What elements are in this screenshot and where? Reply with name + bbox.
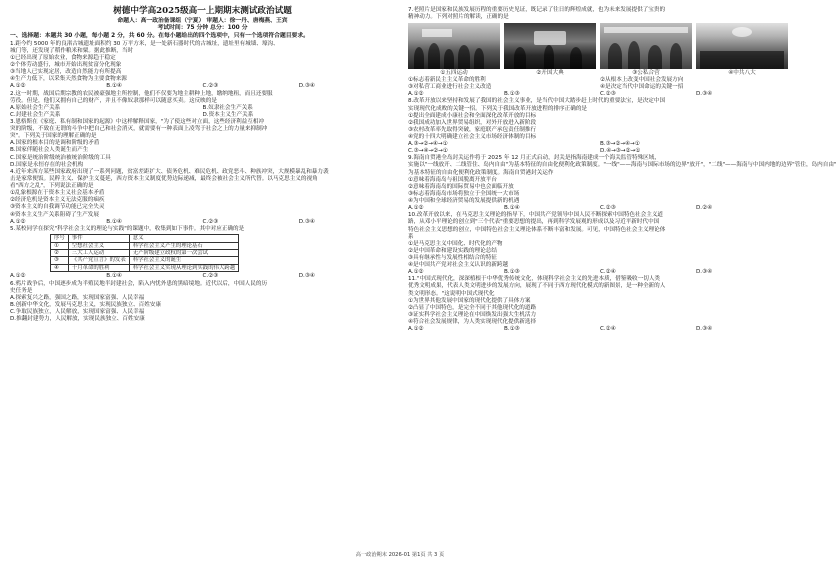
option: A.原始社会生产关系 bbox=[10, 104, 61, 111]
statement: ①标志着新民主主义革命的胜利 bbox=[408, 76, 486, 83]
q7-line: 精神动力。下列对照片的解读，正确的是 bbox=[408, 13, 509, 20]
statement: ④是决定当代中国命运的关键一招 bbox=[600, 83, 684, 90]
q6-line: 史任务是 bbox=[10, 287, 33, 294]
photo-may-fourth bbox=[408, 23, 500, 69]
q6-line: 6.鸦片战争后，中国逐步成为半殖民地半封建社会，陷入内忧外患的黑暗境地。近代以后，中国人民的历 bbox=[10, 280, 268, 287]
option: A.①② bbox=[10, 82, 26, 89]
left-column bbox=[10, 6, 395, 323]
photo-eighth-congress bbox=[696, 23, 788, 69]
q7-photos bbox=[408, 23, 792, 69]
options-row bbox=[10, 83, 395, 90]
table-cell: ① bbox=[51, 242, 69, 249]
table-cell: ② bbox=[51, 250, 69, 257]
option: C.②④ bbox=[600, 268, 616, 275]
option: C.②③ bbox=[202, 82, 219, 89]
question-line: 1.距今约 5000 年的良渚古城遗址面积约 30 万平方米，是一处新石器时代的古城址，遗址里有城墙、壕沟、 bbox=[10, 40, 279, 47]
table-cell: 十月革命的胜利 bbox=[68, 264, 129, 271]
question-line: ②个体劳动盛行，城市开始出现贫富分化现象 bbox=[10, 61, 122, 68]
q11-item: ①为世界其他发展中国家的现代化提供了具体方案 bbox=[408, 297, 531, 304]
option: A.③→②→④→① bbox=[408, 140, 448, 147]
table-row bbox=[51, 257, 239, 264]
question-line: ④生产力低下，以采集天然食物为主要食物来源 bbox=[10, 75, 127, 82]
question-line: 击是家常便饭。民粹主义、保护主义蔓延，西方资本主义制度优势边际递减，最终会被社会主义所代替。以马克思主义的视角 bbox=[10, 176, 318, 183]
right-column bbox=[408, 6, 836, 333]
option: D.资本主义生产关系 bbox=[202, 111, 254, 118]
q9-line: 实施以"一线放开、二线管住、岛内自由"为基本特征的自由化便利化政策制度。"一线"——海南与国际市场的边界"放开"，"二线"——海南与中国内地的边界"管住，岛内自由" bbox=[408, 162, 836, 169]
option: A.探索复兴之路，强国之路，实现国家富强、人民幸福 bbox=[10, 295, 145, 301]
table-cell: 空想社会主义 bbox=[68, 242, 129, 249]
option: A.①② bbox=[10, 218, 26, 225]
q8-item: ①提出全面建成小康社会和全面深化改革开放的目标 bbox=[408, 112, 537, 119]
q10-item: ③具有继承性与发展性相结合的特征 bbox=[408, 254, 497, 261]
q11-line: 优秀文明成果，代表人类文明进步的发展方向，展现了不同于西方现代化模式的新图景，是一种全新的人 bbox=[408, 283, 666, 290]
option: B.①④ bbox=[106, 273, 122, 280]
option: D.④→③→②→① bbox=[600, 147, 641, 154]
option: A.①② bbox=[408, 268, 424, 275]
table-header: 事件 bbox=[68, 235, 129, 242]
question-line: C.国家是统治阶级统治被统治阶级的工具 bbox=[10, 154, 111, 161]
option: C.争取民族独立，人民解放，实现国家富强、人民幸福 bbox=[10, 309, 145, 316]
q8-item: ③农村改革率先取得突破，家庭联产承包责任制推行 bbox=[408, 126, 537, 133]
q8-item: ④党的十四大明确建立社会主义市场经济体制的目标 bbox=[408, 133, 537, 140]
q9-item: ②意味着海南岛的国际贸易中也会面临开放 bbox=[408, 183, 514, 190]
q10-line: 10.改革开放以来，在马克思主义理论的指导下，中国共产党领导中国人民不断探索中国特色社会主义道 bbox=[408, 212, 664, 219]
question-line: A.国家的根本目的是调和阶级的矛盾 bbox=[10, 140, 100, 147]
table-header: 意义 bbox=[129, 235, 238, 242]
option: C.②③ bbox=[202, 273, 219, 280]
photo-caption: ②开国大典 bbox=[536, 69, 564, 76]
question-line: B.国家伴随社会人类诞生而产生 bbox=[10, 147, 89, 154]
photo-captions bbox=[408, 70, 792, 77]
q10-item: ①是马克思主义中国化、时代化的产物 bbox=[408, 240, 503, 247]
q10-line: 系 bbox=[408, 233, 414, 240]
option: A.①② bbox=[408, 90, 424, 97]
q5-stem: 5.某校同学在探究"科学社会主义的理论与实践"的课题中，收集到如下事件。其中对应正确的是 bbox=[10, 226, 245, 233]
question-3 bbox=[10, 119, 395, 168]
question-line: 突"。下列关于国家的理解正确的是 bbox=[10, 133, 97, 140]
option: B.①④ bbox=[504, 204, 520, 211]
option: D.③④ bbox=[696, 268, 713, 275]
question-2 bbox=[10, 91, 395, 119]
options-row bbox=[10, 219, 395, 226]
question-line: D.国家是永恒存在的社会机构 bbox=[10, 161, 84, 168]
q9-line: 为基本特征的自由化便利化政策制度。海南自贸港封关运作 bbox=[408, 169, 554, 176]
exam-meta: 考试时间：75 分钟 总分：100 分 bbox=[157, 25, 248, 31]
question-line: ①乱象根源在于资本主义社会基本矛盾 bbox=[10, 190, 105, 197]
option: C.②③ bbox=[600, 90, 616, 97]
option: D.③④ bbox=[298, 82, 315, 89]
q7-line: 7.老照片是国家和民族发展历程的重要历史见证，既记录了往日的辉煌成就，也为未来发展提供了宝贵的 bbox=[408, 6, 666, 13]
q5-table bbox=[50, 234, 239, 272]
q9-item: ④为中国和全球经济贸易的发展提供新的机遇 bbox=[408, 197, 520, 204]
question-1 bbox=[10, 41, 395, 90]
question-line: 2.这一时期，战国后期宗教的农民被豪强地主所控制，他们不仅要为地主耕种上地，缴纳地租，而且还要服 bbox=[10, 90, 273, 97]
q10-item: ④是中国共产党对社会主义认识的新跨越 bbox=[408, 261, 509, 268]
option: D.③④ bbox=[298, 218, 315, 225]
option: C.②④ bbox=[600, 325, 616, 332]
option: B.③→②→④→① bbox=[600, 140, 640, 147]
option: B.奴隶社会生产关系 bbox=[202, 104, 253, 111]
option: B.①③ bbox=[504, 268, 520, 275]
photo-joint-ownership bbox=[600, 23, 692, 69]
question-line: 4.近年来西方某些国家政府出现了一系列问题，贫富差距扩大、债务危机、难民危机、政党恶斗、种族冲突，大规模暴乱和暴力袭 bbox=[10, 169, 329, 176]
question-line: ③当地人已实现定居，改造自然能力有所提高 bbox=[10, 68, 122, 75]
q8-line: 8.改革开放以来坚持和发展了我国的社会主义事业，是当代中国大踏步赶上时代的重要法宝，是决定中国 bbox=[408, 98, 666, 105]
photo-caption: ①五四运动 bbox=[440, 69, 468, 76]
statement: ③对私营工商业进行社会主义改造 bbox=[408, 83, 492, 90]
q11-item: ③证实科学社会主义理论在中国焕发出强大生机活力 bbox=[408, 311, 537, 318]
q11-item: ②凸显了中国特色，是完全不同于其他现代化的道路 bbox=[408, 304, 537, 311]
option: B.①④ bbox=[106, 82, 122, 89]
option: B.①③ bbox=[504, 90, 520, 97]
option: D.③④ bbox=[696, 90, 713, 97]
option: A.①② bbox=[10, 273, 26, 280]
question-line: ④资本主义生产关系阻碍了生产发展 bbox=[10, 211, 99, 218]
q9-item: ①意味着海南岛与祖国脱离开放平台 bbox=[408, 176, 497, 183]
q9-options bbox=[408, 205, 792, 212]
q11 bbox=[408, 276, 792, 332]
q8-options bbox=[408, 141, 792, 155]
exam-title: 树德中学高2025级高一上期期末测试政治试题 bbox=[113, 6, 292, 16]
exam-authors: 命题人：高一政治备课组（宁夏） 审题人：徐一丹、唐梅燕、王宾 bbox=[117, 18, 288, 24]
question-line: ③资本主义的自我调节功能已完全失灵 bbox=[10, 204, 105, 211]
question-line: ①已经出现了原始农业，食物来源趋于稳定 bbox=[10, 54, 116, 61]
table-cell: 《共产党宣言》的发表 bbox=[68, 257, 129, 264]
q5-options bbox=[10, 273, 395, 280]
option: A.①② bbox=[408, 204, 424, 211]
page-footer: 高一政治期末 2026-01 第1页 共 3 页 bbox=[355, 552, 445, 558]
photo-caption: ③公私合营 bbox=[632, 69, 660, 76]
option: C.封建社会生产关系 bbox=[10, 111, 61, 118]
section-heading: 一、选择题：本题共 30 小题，每小题 2 分，共 60 分。在每小题给出的四个选项中，只有一个选项符合题目要求。 bbox=[10, 33, 309, 39]
table-cell: ③ bbox=[51, 257, 69, 264]
q10-options bbox=[408, 269, 792, 276]
q7-options bbox=[408, 91, 792, 98]
option: C.③→④→②→① bbox=[408, 147, 448, 154]
question-line: 劳役。但是，他们又拥有自己的财产，并且不像奴隶那样可以随意买卖。这反映的是 bbox=[10, 97, 217, 104]
statement: ②从根本上改变中国社会发展方向 bbox=[600, 76, 684, 83]
q9-item: ③标志着海南岛市场将独立于全国统一大市场 bbox=[408, 190, 520, 197]
question-4 bbox=[10, 169, 395, 225]
q10-item: ②是中国革命和建设实践的理论总结 bbox=[408, 247, 497, 254]
option: D.③④ bbox=[696, 325, 713, 332]
table-cell: ④ bbox=[51, 264, 69, 271]
q11-line: 类文明形态。"这说明中国式现代化 bbox=[408, 290, 495, 297]
table-row bbox=[51, 242, 239, 249]
q8-line: 实现现代化成败的关键一招。下列关于我国改革开放进程的排序正确的是 bbox=[408, 105, 588, 112]
table-header: 序号 bbox=[51, 235, 69, 242]
q10-line: 路，从邓小平理论的创立到"三个代表"重要思想的提出，再到科学发展观的形成以及习近平新时代中国 bbox=[408, 219, 660, 226]
q11-line: 11."中国式现代化，深深植根于中华优秀传统文化，体现科学社会主义的先进本质，借鉴吸收一切人类 bbox=[408, 276, 661, 283]
option: C.②③ bbox=[202, 218, 219, 225]
q10 bbox=[408, 212, 792, 275]
photo-founding-ceremony bbox=[504, 23, 596, 69]
question-line: 城门等，还发现了稻作粮米和粟。据此推断，当时 bbox=[10, 47, 134, 54]
q9-line: 9.海南自贸港全岛封关运作将于 2025 年 12 月正式启动，封关是指海南建成一个海关监管特殊区域， bbox=[408, 155, 660, 162]
table-cell: 科学社会主义实现从理论到实践的伟大跨越 bbox=[129, 264, 238, 271]
table-row bbox=[51, 250, 239, 257]
q6 bbox=[10, 281, 395, 323]
question-line: 看"西方之乱"，下列说法正确的是 bbox=[10, 183, 94, 190]
option: D.推翻封建势力，人民解放，实现民族独立、百姓安康 bbox=[10, 316, 145, 323]
table-cell: 三大工人运动 bbox=[68, 250, 129, 257]
q7-statements bbox=[408, 77, 792, 91]
left-questions bbox=[10, 41, 395, 226]
options-row bbox=[10, 105, 395, 119]
option: D.③④ bbox=[298, 273, 315, 280]
table-row bbox=[51, 264, 239, 271]
question-line: 突的阶级，不致在无谓的斗争中把自己和社会消灭，就需要有一种表面上凌驾于社会之上的力量来抑制冲 bbox=[10, 126, 268, 133]
q11-options bbox=[408, 326, 792, 333]
option: D.②④ bbox=[696, 204, 713, 211]
option: C.②③ bbox=[600, 204, 616, 211]
q10-line: 特色社会主义思想的创立，中国特色社会主义理论体系不断丰富和发展。可见，中国特色社会主义理论体 bbox=[408, 226, 666, 233]
table-cell: 无产阶级建立政权的第一次尝试 bbox=[129, 250, 238, 257]
question-line: ②经济危机是资本主义无法克服的痼疾 bbox=[10, 197, 105, 204]
photo-caption: ④中共八大 bbox=[728, 69, 756, 76]
option: B.①③ bbox=[504, 325, 520, 332]
option: A.①② bbox=[408, 325, 424, 332]
option: B.创新中华文化，发展马克思主义，实现民族独立、百姓安康 bbox=[10, 302, 162, 309]
q7 bbox=[408, 7, 792, 21]
q8 bbox=[408, 98, 792, 154]
q9 bbox=[408, 155, 836, 211]
question-line: 3.恩格斯在《家庭、私有制和国家的起源》中这样解释国家，"为了使这些对立面，这些经济利益互相冲 bbox=[10, 119, 265, 126]
table-cell: 科学社会主义的诞生 bbox=[129, 257, 238, 264]
q11-item: ④符合社会发展规律，为人类实现现代化提供新选择 bbox=[408, 318, 537, 325]
q8-item: ②我国成功加入世界贸易组织，对外开放进入新阶段 bbox=[408, 119, 537, 126]
table-cell: 科学社会主义产生的理论基石 bbox=[129, 242, 238, 249]
option: B.①④ bbox=[106, 218, 122, 225]
